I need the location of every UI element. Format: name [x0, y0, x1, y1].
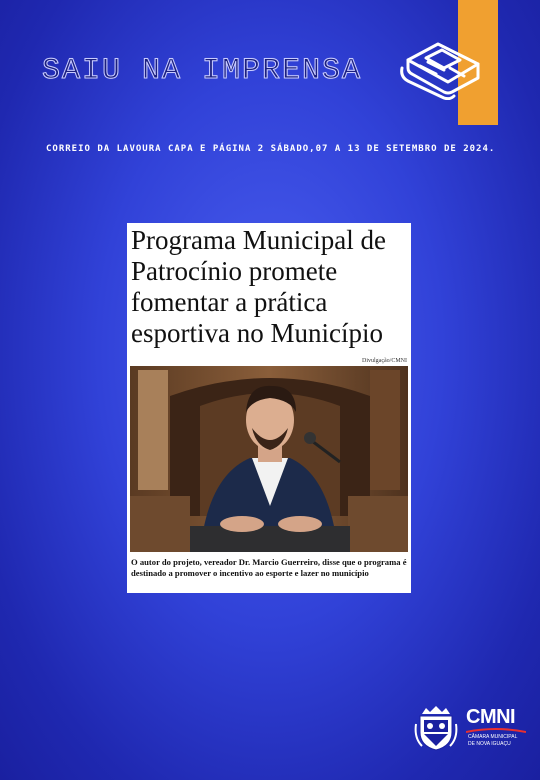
article-headline: Programa Municipal de Patrocínio promete fomentar a prática esportiva no Município: [131, 225, 386, 348]
publication-info: CORREIO DA LAVOURA CAPA E PÁGINA 2 SÁBADO,07 A 13 DE SETEMBRO DE 2024.: [46, 144, 496, 154]
logo-subtext-line-1: CÂMARA MUNICIPAL: [468, 734, 518, 740]
photo-credit: Divulgação/CMNI: [362, 358, 407, 364]
cmni-logo-text: CMNI: [466, 706, 516, 728]
page-title: SAIU NA IMPRENSA: [42, 54, 363, 88]
city-crest-icon: [414, 704, 458, 752]
cmni-logo: [466, 706, 526, 752]
logo-subtext-line-2: DE NOVA IGUAÇU: [468, 741, 511, 747]
article-photo: [130, 366, 408, 552]
newspaper-icon: [398, 38, 484, 100]
newspaper-clipping: [127, 223, 411, 593]
photo-illustration: [130, 366, 408, 552]
cmni-logo-subtext: [468, 734, 528, 748]
article-caption: O autor do projeto, vereador Dr. Marcio Guerreiro, disse que o programa é destinado a promover o incentivo ao esporte e lazer no município: [131, 557, 407, 578]
